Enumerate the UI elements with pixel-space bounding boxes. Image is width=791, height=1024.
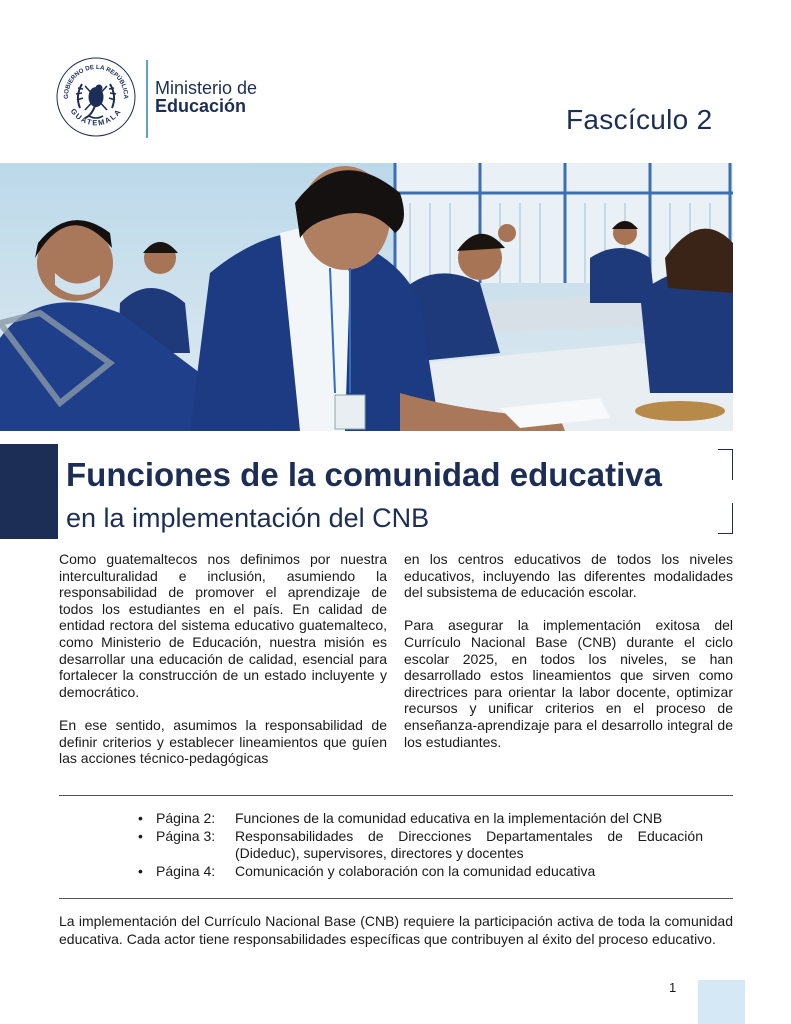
body-column-left <box>59 551 387 783</box>
svg-text:GUATEMALA <box>69 107 124 128</box>
page-title: Funciones de la comunidad educativa <box>66 456 662 493</box>
bullet: • <box>138 863 143 879</box>
ministry-name-line1: Ministerio de <box>155 78 258 98</box>
body-paragraph: En ese sentido, asumimos la responsabilidad de definir criterios y establecer lineamientos que guíen las acciones técnico-pedagógicas <box>59 716 387 767</box>
fascicle-label: Fascículo 2 <box>566 104 713 135</box>
contents-item-text: Responsabilidades de Direcciones Departamentales de Educación (Dideduc), supervisores, directores y docentes <box>235 828 703 861</box>
page-corner-accent <box>698 980 745 1024</box>
body-paragraph: Como guatemaltecos nos definimos por nuestra interculturalidad e inclusión, asumiendo la responsabilidad de promover el aprendizaje de todos los estudiantes en el país. En calidad de entidad rectora del sistema educativo guatemalteco, como Ministerio de Educación, nuestra misión es desarrollar una educación de calidad, esencial para fortalecer la construcción de un estado incluyente y democrático. <box>59 551 387 700</box>
ministry-name-line2: Educación <box>155 96 247 116</box>
contents-page-label: Página 4: <box>156 863 216 879</box>
title-bracket-top <box>718 449 733 480</box>
classroom-students-photo <box>0 163 733 431</box>
bullet: • <box>138 810 143 826</box>
seal-text-bottom: GUATEMALA <box>68 106 124 128</box>
page-number: 1 <box>669 980 677 995</box>
body-paragraph: Para asegurar la implementación exitosa del Currículo Nacional Base (CNB) durante el ciclo escolar 2025, en todos los niveles, se han desarrollado estos lineamientos que sirven como directrices para orientar la labor docente, optimizar recursos y unificar criterios en el proceso de enseñanza-aprendizaje para el desarrollo integral de los estudiantes. <box>404 617 733 750</box>
government-seal-logo <box>55 56 137 138</box>
bullet: • <box>138 828 143 844</box>
seal-text-top: GOBIERNO DE LA REPÚBLICA <box>62 63 130 100</box>
title-bracket-bottom <box>718 503 733 534</box>
contents-divider-bottom <box>59 898 733 899</box>
contents-item-text: Comunicación y colaboración con la comunidad educativa <box>235 863 596 879</box>
page-subtitle: en la implementación del CNB <box>66 503 430 533</box>
contents-item-text: Funciones de la comunidad educativa en la implementación del CNB <box>235 810 663 826</box>
contents-divider-top <box>59 795 733 796</box>
body-paragraph: en los centros educativos de todos los niveles educativos, incluyendo las diferentes modalidades del subsistema de educación escolar. <box>404 551 733 601</box>
header-divider <box>146 60 148 138</box>
contents-page-label: Página 2: <box>156 810 216 826</box>
title-accent-bar <box>0 444 58 539</box>
body-column-right <box>404 551 733 767</box>
footer-paragraph: La implementación del Currículo Nacional Base (CNB) requiere la participación activa de toda la comunidad educativa. Cada actor tiene responsabilidades específicas que contribuyen al éxito del proceso educativo. <box>59 913 733 947</box>
contents-page-label: Página 3: <box>156 828 216 844</box>
